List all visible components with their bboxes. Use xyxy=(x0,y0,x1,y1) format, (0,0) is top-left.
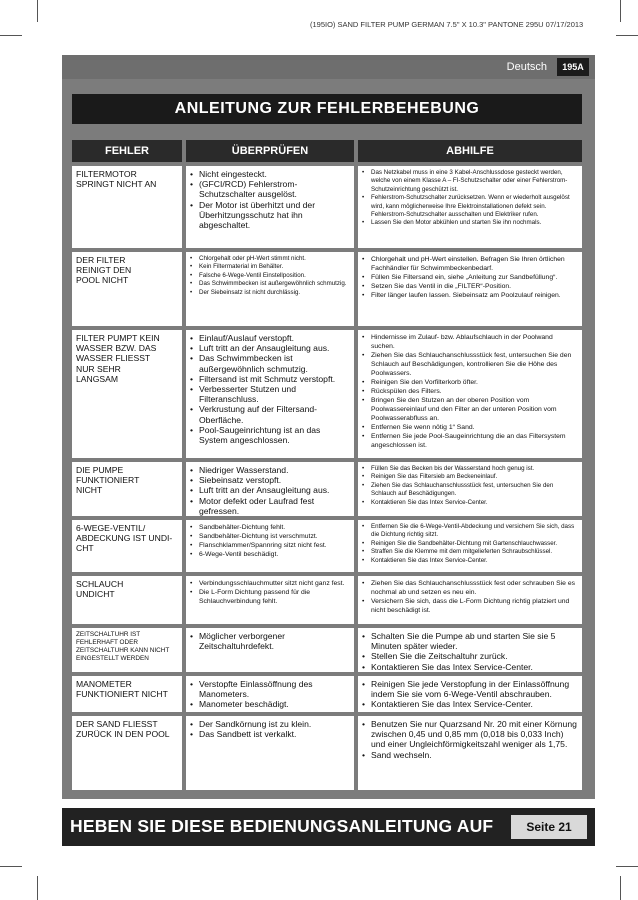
abhilfe-item: • Benutzen Sie nur Quarzsand Nr. 20 mit einer Körnung zwischen 0,45 und 0,85 mm (0,018 bis 0,033 Inch) und einer Ungleichförmigkeitszahl weniger als 1,75. xyxy=(362,719,578,750)
abhilfe-item: • Kontaktieren Sie das Intex Service-Center. xyxy=(362,557,578,565)
fehler-line: LANGSAM xyxy=(76,373,119,384)
crop-mark-top-right xyxy=(620,0,621,22)
table-row xyxy=(72,330,582,458)
abhilfe-cell xyxy=(358,676,582,712)
pruefen-cell xyxy=(186,166,354,248)
abhilfe-item: • Stellen Sie die Zeitschaltuhr zurück. xyxy=(362,651,578,661)
fehler-line: FILTERMOTOR xyxy=(76,169,137,179)
header-fehler: FEHLER xyxy=(72,140,182,162)
table-row xyxy=(72,252,582,326)
table-row xyxy=(72,462,582,516)
abhilfe-cell xyxy=(358,716,582,790)
pruefen-item: • Einlauf/Auslauf verstopft. xyxy=(190,333,350,343)
pruefen-item: • Manometer beschädigt. xyxy=(190,699,350,709)
abhilfe-item: • Füllen Sie Filtersand ein, siehe „Anleitung zur Sandbefüllung“. xyxy=(362,273,578,282)
fehler-line: MANOMETER xyxy=(76,679,132,689)
fehler-line: UNDICHT xyxy=(76,589,115,600)
pruefen-item: • Luft tritt an der Ansaugleitung aus. xyxy=(190,485,350,495)
pruefen-item: • Der Motor ist überhitzt und der Überhitzungsschutz hat ihn abgeschaltet. xyxy=(190,200,350,231)
pruefen-item: • Sandbehälter-Dichtung ist verschmutzt. xyxy=(190,532,350,541)
abhilfe-item: • Ziehen Sie das Schlauchanschlussstück fest, untersuchen Sie den Schlauch auf Beschädigungen. xyxy=(362,482,578,499)
fehler-line: EINGESTELLT WERDEN xyxy=(76,655,149,662)
fehler-cell xyxy=(72,520,182,572)
fehler-line: ABDECKUNG IST UNDI- xyxy=(76,533,173,544)
abhilfe-item: • Hindernisse im Zulauf- bzw. Ablaufschlauch in der Poolwand suchen. xyxy=(362,333,578,351)
fehler-line: WASSER FLIESST xyxy=(76,353,151,364)
fehler-line: 6-WEGE-VENTIL/ xyxy=(76,523,146,533)
pruefen-item: • Der Sandkörnung ist zu klein. xyxy=(190,719,350,729)
crop-mark-bottom-right-h xyxy=(616,866,638,867)
fehler-line: ZEITSCHALTUHR KANN NICHT xyxy=(76,647,170,654)
abhilfe-item: • Entfernen Sie die 6-Wege-Ventil-Abdeckung und versichern Sie sich, dass die Dichtung richtig sitzt. xyxy=(362,523,578,540)
abhilfe-item: • Füllen Sie das Becken bis der Wasserstand hoch genug ist. xyxy=(362,465,578,473)
pruefen-item: • Kein Filtermaterial im Behälter. xyxy=(190,263,350,271)
fehler-line: FEHLERHAFT ODER xyxy=(76,639,139,646)
table-row xyxy=(72,520,582,572)
fehler-line: FUNKTIONIERT NICHT xyxy=(76,689,168,700)
header-ueberpruefen: ÜBERPRÜFEN xyxy=(186,140,354,162)
abhilfe-item: • Chlorgehalt und pH-Wert einstellen. Befragen Sie Ihren örtlichen Fachhändler für Schwimmbeckenbedarf. xyxy=(362,255,578,273)
abhilfe-cell xyxy=(358,520,582,572)
pruefen-item: • Motor defekt oder Laufrad fest gefressen. xyxy=(190,496,350,516)
abhilfe-cell xyxy=(358,252,582,326)
pruefen-cell xyxy=(186,252,354,326)
pruefen-item: • Flanschklammer/Spannring sitzt nicht fest. xyxy=(190,541,350,550)
pruefen-item: • Filtersand ist mit Schmutz verstopft. xyxy=(190,374,350,384)
fehler-cell xyxy=(72,716,182,790)
abhilfe-item: • Ziehen Sie das Schlauchanschlussstück fest oder schrauben Sie es nochmal ab und setzen es neu ein. xyxy=(362,579,578,597)
abhilfe-item: • Kontaktieren Sie das Intex Service-Center. xyxy=(362,499,578,507)
pruefen-item: • (GFCI/RCD) Fehlerstrom-Schutzschalter ausgelöst. xyxy=(190,179,350,199)
fehler-line: NUR SEHR xyxy=(76,363,121,374)
fehler-line: CHT xyxy=(76,543,94,554)
abhilfe-cell xyxy=(358,330,582,458)
abhilfe-cell xyxy=(358,576,582,624)
abhilfe-item: • Lassen Sie den Motor abkühlen und starten Sie ihn nochmals. xyxy=(362,219,578,227)
abhilfe-item: • Reinigen Sie die Sandbehälter-Dichtung mit Gartenschlauchwasser. xyxy=(362,540,578,548)
table-row xyxy=(72,576,582,624)
page-number: Seite 21 xyxy=(511,815,587,839)
abhilfe-item: • Bringen Sie den Stutzen an der oberen Position vom Poolwassereinlauf und den Filter an der unteren Position vom Poolwasserabfluss an. xyxy=(362,396,578,423)
crop-mark-top-left xyxy=(37,0,38,22)
pruefen-item: • Pool-Saugeinrichtung ist an das System angeschlossen. xyxy=(190,425,350,445)
pruefen-cell xyxy=(186,520,354,572)
page-title: ANLEITUNG ZUR FEHLERBEHEBUNG xyxy=(72,94,582,124)
fehler-line: DER SAND FLIESST xyxy=(76,719,158,729)
fehler-line: NICHT xyxy=(76,485,103,496)
pruefen-item: • Verbindungsschlauchmutter sitzt nicht ganz fest. xyxy=(190,579,350,588)
pruefen-cell xyxy=(186,462,354,516)
print-info-line: (195IO) SAND FILTER PUMP GERMAN 7.5" X 10.3" PANTONE 295U 07/17/2013 xyxy=(310,20,584,29)
pruefen-item: • Die L-Form Dichtung passend für die Schlauchverbindung fehlt. xyxy=(190,588,350,606)
pruefen-item: • Chlorgehalt oder pH-Wert stimmt nicht. xyxy=(190,255,350,263)
table-row xyxy=(72,166,582,248)
fehler-cell xyxy=(72,576,182,624)
pruefen-cell xyxy=(186,628,354,672)
fehler-line: SPRINGT NICHT AN xyxy=(76,179,157,190)
fehler-cell xyxy=(72,166,182,248)
pruefen-item: • Luft tritt an der Ansaugleitung aus. xyxy=(190,343,350,353)
fehler-line: WASSER BZW. DAS xyxy=(76,343,157,354)
abhilfe-item: • Kontaktieren Sie das Intex Service-Center. xyxy=(362,699,578,709)
crop-mark-top-right-h xyxy=(616,35,638,36)
abhilfe-item: • Fehlerstrom-Schutzschalter zurücksetzen. Wenn er wiederholt ausgelöst wird, kann möglicherweise Ihre Elektroinstallationen defekt sein. Fehlerstrom-Schutzschalter ausschalten und Elektriker rufen. xyxy=(362,194,578,219)
abhilfe-item: • Sand wechseln. xyxy=(362,750,578,760)
pruefen-item: • Verstopfte Einlassöffnung des Manometers. xyxy=(190,679,350,699)
abhilfe-item: • Entfernen Sie jede Pool-Saugeinrichtung die an das Filtersystem angeschlossen ist. xyxy=(362,432,578,450)
crop-mark-top-left-h xyxy=(0,35,22,36)
abhilfe-item: • Reinigen Sie den Vorfilterkorb öfter. xyxy=(362,378,578,387)
abhilfe-item: • Schalten Sie die Pumpe ab und starten Sie sie 5 Minuten später wieder. xyxy=(362,631,578,651)
fehler-line: SCHLAUCH xyxy=(76,579,124,589)
pruefen-item: • Das Sandbett ist verkalkt. xyxy=(190,729,350,739)
abhilfe-item: • Straffen Sie die Klemme mit dem mitgelieferten Schraubschlüssel. xyxy=(362,548,578,556)
fehler-line: ZURÜCK IN DEN POOL xyxy=(76,729,170,740)
fehler-line: DIE PUMPE xyxy=(76,465,124,475)
fehler-cell xyxy=(72,462,182,516)
fehler-cell xyxy=(72,676,182,712)
pruefen-cell xyxy=(186,330,354,458)
abhilfe-item: • Entfernen Sie wenn nötig 1“ Sand. xyxy=(362,423,578,432)
table-row xyxy=(72,716,582,790)
abhilfe-item: • Das Netzkabel muss in eine 3 Kabel-Anschlussdose gesteckt werden, welche von einem Klasse A – FI-Schutzschalter oder einer Fehlerstrom-Schutzeinrichtung geschützt ist. xyxy=(362,169,578,194)
fehler-line: FILTER PUMPT KEIN xyxy=(76,333,160,343)
code-badge: 195A xyxy=(557,58,589,76)
language-label: Deutsch xyxy=(506,61,547,73)
abhilfe-item: • Reinigen Sie jede Verstopfung in der Einlassöffnung indem Sie sie vom 6-Wege-Ventil abschrauben. xyxy=(362,679,578,699)
pruefen-item: • Verbesserter Stutzen und Filteranschluss. xyxy=(190,384,350,404)
abhilfe-cell xyxy=(358,166,582,248)
pruefen-item: • Nicht eingesteckt. xyxy=(190,169,350,179)
pruefen-item: • Siebeinsatz verstopft. xyxy=(190,475,350,485)
abhilfe-item: • Setzen Sie das Ventil in die „FILTER“-Position. xyxy=(362,282,578,291)
fehler-line: ZEITSCHALTUHR IST xyxy=(76,631,141,638)
abhilfe-item: • Versichern Sie sich, dass die L-Form Dichtung richtig platziert und nicht beschädigt ist. xyxy=(362,597,578,615)
pruefen-cell xyxy=(186,676,354,712)
footer-notice: HEBEN SIE DIESE BEDIENUNGSANLEITUNG AUF xyxy=(70,816,494,836)
abhilfe-cell xyxy=(358,462,582,516)
pruefen-item: • Der Siebeinsatz ist nicht durchlässig. xyxy=(190,289,350,297)
fehler-line: DER FILTER xyxy=(76,255,126,265)
fehler-line: FUNKTIONIERT xyxy=(76,475,140,486)
pruefen-item: • Das Schwimmbecken ist außergewöhnlich schmutzig. xyxy=(190,280,350,288)
pruefen-item: • Niedriger Wasserstand. xyxy=(190,465,350,475)
pruefen-cell xyxy=(186,716,354,790)
crop-mark-bottom-right xyxy=(620,876,621,900)
abhilfe-cell xyxy=(358,628,582,672)
pruefen-item: • 6-Wege-Ventil beschädigt. xyxy=(190,550,350,559)
crop-mark-bottom-left-h xyxy=(0,866,22,867)
header-abhilfe: ABHILFE xyxy=(358,140,582,162)
abhilfe-item: • Ziehen Sie das Schlauchanschlussstück fest, untersuchen Sie den Schlauch auf Beschädigungen, kontrollieren Sie die Höhe des Poolwassers. xyxy=(362,351,578,378)
fehler-line: REINIGT DEN xyxy=(76,265,132,276)
fehler-cell xyxy=(72,628,182,672)
fehler-line: POOL NICHT xyxy=(76,275,129,286)
pruefen-cell xyxy=(186,576,354,624)
pruefen-item: • Falsche 6-Wege-Ventil Einstellposition. xyxy=(190,272,350,280)
footer-bar xyxy=(62,808,595,846)
language-bar xyxy=(62,55,595,79)
crop-mark-bottom-left xyxy=(37,876,38,900)
fehler-cell xyxy=(72,252,182,326)
abhilfe-item: • Kontaktieren Sie das Intex Service-Center. xyxy=(362,662,578,672)
pruefen-item: • Verkrustung auf der Filtersand-Oberfläche. xyxy=(190,404,350,424)
table-row xyxy=(72,676,582,712)
pruefen-item: • Das Schwimmbecken ist außergewöhnlich schmutzig. xyxy=(190,353,350,373)
abhilfe-item: • Rückspülen des Filters. xyxy=(362,387,578,396)
pruefen-item: • Möglicher verborgener Zeitschaltuhrdefekt. xyxy=(190,631,350,651)
abhilfe-item: • Reinigen Sie das Filtersieb am Beckeneinlauf. xyxy=(362,473,578,481)
pruefen-item: • Sandbehälter-Dichtung fehlt. xyxy=(190,523,350,532)
fehler-cell xyxy=(72,330,182,458)
table-row xyxy=(72,628,582,672)
abhilfe-item: • Filter länger laufen lassen. Siebeinsatz am Poolzulauf reinigen. xyxy=(362,291,578,300)
